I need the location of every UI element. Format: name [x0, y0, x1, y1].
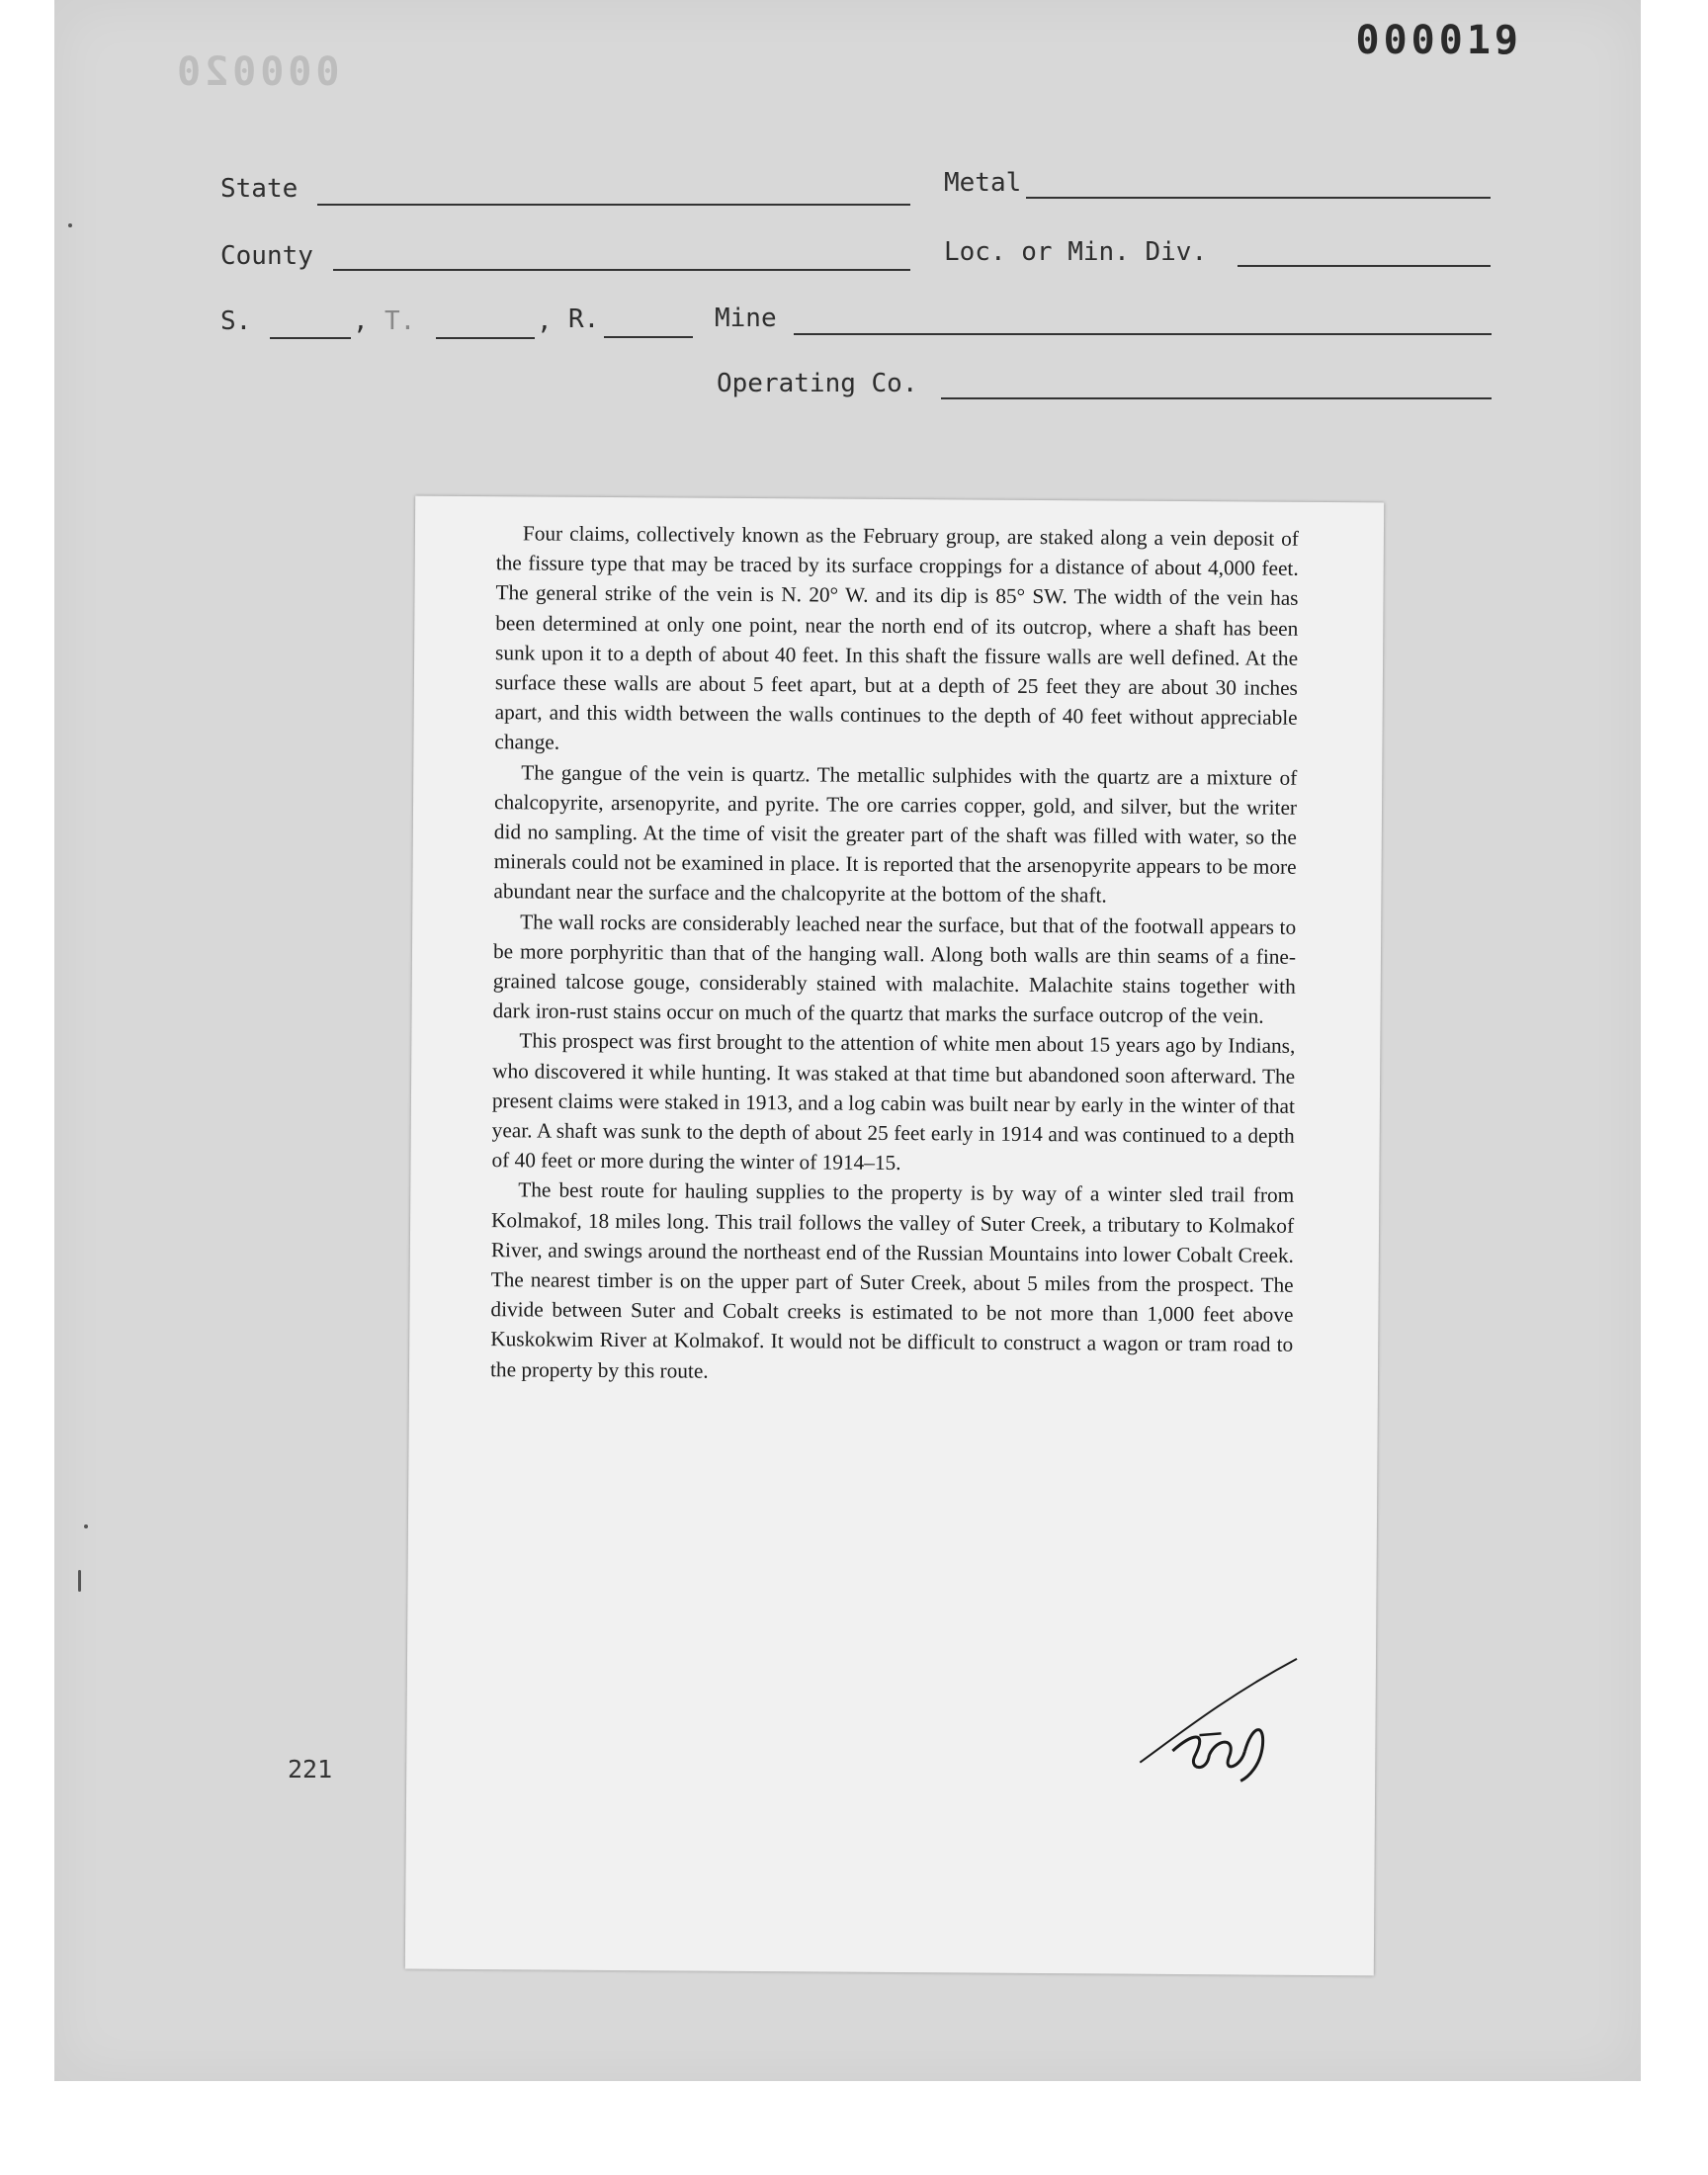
state-label: State	[220, 174, 299, 204]
loc-label: Loc. or Min. Div.	[944, 237, 1208, 267]
paragraph-1: Four claims, collectively known as the February group, are staked along a vein deposit of the fissure type that may be traced by its surface croppings for a distance of about 4,000 feet. The general strike of the vein is N. 20° W. and its dip is 85° SW. The width of the vein has been determined at only one point, near the north end of its outcrop, where a shaft has been sunk upon it to a depth of about 40 feet. In this shaft the fissure walls are well defined. At the surface these walls are about 5 feet apart, but at a depth of 25 feet they are about 30 inches apart, and this width between the walls continues to the depth of 40 feet without appreciable change.	[494, 521, 1300, 755]
paragraph-5: The best route for hauling supplies to the property is by way of a winter sled trail from Kolmakof, 18 miles long. This trail follows the valley of Suter Creek, a tributary to Kolmakof River, and swings around the northeast end of the Russian Mountains into lower Cobalt Creek. The nearest timber is on the upper part of Suter Creek, about 5 miles from the prospect. The divide between Suter and Cobalt creeks is estimated to be not more than 1,000 feet above Kuskokwim River at Kolmakof. It would not be difficult to construct a wagon or tram road to the property by this route.	[489, 1177, 1295, 1383]
section-field-line	[270, 337, 351, 339]
pasted-clipping	[405, 496, 1384, 1976]
scan-speck	[78, 1570, 81, 1592]
paragraph-3: The wall rocks are considerably leached near the surface, but that of the footwall appears to be more porphyritic than that of the hanging wall. Along both walls are thin seams of a fine-grained talcose gouge, considerably stained with malachite. Malachite stains together with dark iron-rust stains occur on much of the quartz that marks the surface outcrop of the vein.	[492, 909, 1297, 1028]
section-label: S.	[220, 306, 252, 336]
operating-co-field-line	[941, 397, 1492, 399]
mine-label: Mine	[715, 304, 777, 333]
county-label: County	[220, 241, 313, 271]
metal-field-line	[1026, 197, 1491, 199]
separator-1: ,	[353, 306, 369, 336]
page-number: 221	[288, 1755, 333, 1784]
township-field-line	[436, 337, 535, 339]
scan-speck	[84, 1524, 88, 1528]
county-field-line	[333, 269, 910, 271]
state-field-line	[317, 204, 910, 206]
scan-speck	[68, 223, 72, 227]
handwritten-initials-signature	[1138, 1656, 1307, 1790]
bleed-through-number: 000020	[173, 49, 340, 95]
paragraph-2: The gangue of the vein is quartz. The metallic sulphides with the quartz are a mixture of chalcopyrite, arsenopyrite, and pyrite. The ore carries copper, gold, and silver, but the writer did no sampling. At the time of visit the greater part of the shaft was filled with water, so the minerals could not be examined in place. It is reported that the arsenopyrite appears to be more abundant near the surface and the chalcopyrite at the bottom of the shaft.	[493, 759, 1298, 908]
separator-2: ,	[537, 306, 553, 336]
operating-co-label: Operating Co.	[717, 369, 918, 398]
township-label: T.	[384, 306, 416, 336]
range-label: R.	[568, 304, 600, 334]
metal-label: Metal	[944, 168, 1022, 198]
scanned-sheet	[54, 0, 1641, 2081]
paragraph-4: This prospect was first brought to the attention of white men about 15 years ago by Indians, who discovered it while hunting. It was staked at that time but abandoned soon afterward. The present claims were staked in 1913, and a log cabin was built near by early in the winter of that year. A shaft was sunk to the depth of about 25 feet early in 1914 and was continued to a depth of 40 feet or more during the winter of 1914–15.	[491, 1028, 1296, 1175]
range-field-line	[604, 336, 693, 338]
mine-field-line	[794, 333, 1492, 335]
loc-field-line	[1238, 265, 1491, 267]
document-number: 000019	[1355, 18, 1522, 63]
article-text	[490, 518, 1299, 1390]
